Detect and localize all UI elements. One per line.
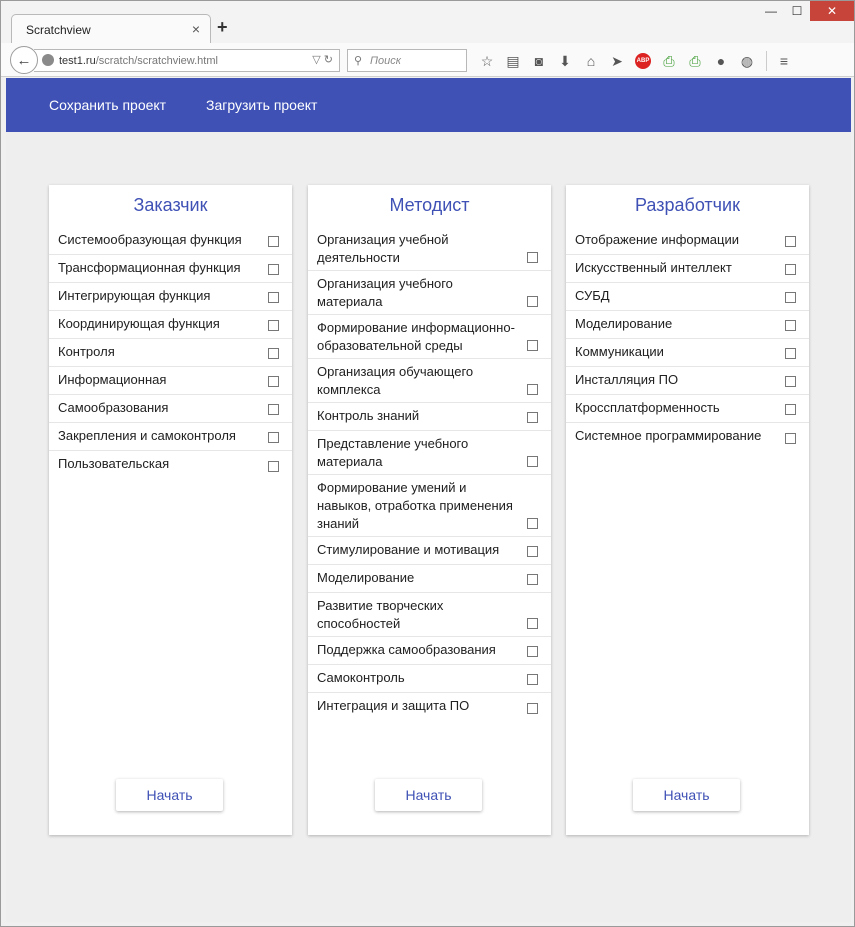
minimize-button[interactable]: — [765,4,777,18]
globe-icon [42,54,54,66]
download-icon[interactable]: ⬇ [559,52,571,69]
list-item [49,227,292,255]
checkbox[interactable] [527,703,538,714]
item-label: Пользовательская [58,456,170,471]
reading-list-icon[interactable]: ▤ [506,52,520,69]
item-label: Контроля [58,344,115,359]
card-title: Заказчик [133,195,208,215]
list-item [308,271,551,315]
list-item [566,283,809,311]
start-button[interactable]: Начать [116,779,223,811]
checkbox[interactable] [527,296,538,307]
toolbar-icons [475,49,798,73]
item-label: Координирующая функция [58,316,220,331]
checkbox[interactable] [268,404,279,415]
tab-close-icon[interactable]: × [191,21,200,37]
item-label: Моделирование [317,570,415,585]
checkbox[interactable] [527,574,538,585]
checkbox[interactable] [268,236,279,247]
item-label: Самоконтроль [317,670,405,685]
item-label: Информационная [58,372,167,387]
item-label: Организация обучающего комплекса [317,364,474,397]
card-customer [49,185,292,835]
item-label: Формирование информационно-образовательной среды [317,320,515,353]
checkbox[interactable] [527,518,538,529]
checkbox[interactable] [268,292,279,303]
list-item [308,227,551,271]
close-window-button[interactable]: ✕ [810,1,854,21]
list-item [308,475,551,537]
window-controls [758,1,854,23]
checkbox[interactable] [785,236,796,247]
list-item [49,311,292,339]
url-bar[interactable] [34,49,340,72]
checkbox[interactable] [268,461,279,472]
extension-icon[interactable]: ◍ [740,52,754,69]
start-button[interactable]: Начать [633,779,740,811]
list-item [308,431,551,475]
list-item [308,693,551,721]
checkbox[interactable] [527,618,538,629]
app-content [6,132,851,922]
list-item [49,395,292,423]
url-path: /scratch/scratchview.html [95,55,218,67]
url-text [59,55,218,67]
list-item [566,339,809,367]
checkbox[interactable] [527,646,538,657]
card-methodist [308,185,551,835]
list-item [308,315,551,359]
item-label: Кроссплатформенность [575,400,720,415]
navigation-toolbar [1,43,854,77]
back-arrow-icon: ← [16,51,32,69]
item-label: Представление учебного материала [317,436,469,469]
toolbar-separator [766,51,767,71]
checkbox[interactable] [527,384,538,395]
app-header [6,78,851,132]
checkbox[interactable] [268,264,279,275]
start-button[interactable]: Начать [375,779,482,811]
home-icon[interactable]: ⌂ [586,53,596,69]
item-label: Интегрирующая функция [58,288,211,303]
item-label: Интеграция и защита ПО [317,698,470,713]
card-title: Методист [389,195,470,215]
list-item [308,359,551,403]
load-project-button[interactable]: Загрузить проект [206,97,318,113]
item-label: Системообразующая функция [58,232,242,247]
list-item [308,637,551,665]
item-label: Формирование умений и навыков, отработка применения знаний [317,480,513,531]
item-label: Системное программирование [575,428,762,443]
checkbox[interactable] [785,404,796,415]
maximize-button[interactable]: ☐ [791,4,803,18]
item-label: Инсталляция ПО [575,372,679,387]
search-icon: ⚲ [354,55,363,67]
list-item [566,423,809,451]
list-item [308,403,551,431]
item-label: Поддержка самообразования [317,642,496,657]
chat-icon[interactable]: ● [716,53,726,69]
list-item [566,311,809,339]
checkbox[interactable] [268,348,279,359]
item-label: Трансформационная функция [58,260,241,275]
item-list [566,227,809,451]
list-item [49,423,292,451]
list-item [566,227,809,255]
checkbox[interactable] [527,252,538,263]
item-label: Самообразования [58,400,169,415]
item-label: Развитие творческих способностей [317,598,444,631]
adblock-icon[interactable] [631,49,655,73]
item-list [308,227,551,721]
item-label: Закрепления и самоконтроля [58,428,236,443]
list-item [308,565,551,593]
item-label: Моделирование [575,316,673,331]
list-item [49,451,292,479]
list-item [308,537,551,565]
item-list [49,227,292,479]
checkbox[interactable] [785,292,796,303]
reload-icon[interactable]: ▽ ↻ [312,54,333,66]
list-item [566,395,809,423]
new-tab-button[interactable]: + [217,17,228,37]
print-preview-icon[interactable]: ⎙ [689,52,701,69]
item-label: СУБД [575,288,610,303]
checkbox[interactable] [527,412,538,423]
adblock-badge: ABP [635,53,651,69]
item-label: Коммуникации [575,344,664,359]
checkbox[interactable] [268,376,279,387]
checkbox[interactable] [268,432,279,443]
item-label: Искусственный интеллект [575,260,732,275]
search-bar[interactable] [347,49,467,72]
checkbox[interactable] [785,320,796,331]
checkbox[interactable] [527,340,538,351]
card-developer [566,185,809,835]
list-item [308,665,551,693]
checkbox[interactable] [527,674,538,685]
menu-icon[interactable]: ≡ [779,53,789,69]
checkbox[interactable] [785,348,796,359]
item-label: Стимулирование и мотивация [317,542,500,557]
search-placeholder: Поиск [370,55,401,67]
checkbox[interactable] [785,433,796,444]
list-item [49,339,292,367]
checkbox[interactable] [527,456,538,467]
item-label: Контроль знаний [317,408,420,423]
checkbox[interactable] [527,546,538,557]
send-icon[interactable]: ➤ [611,52,623,69]
list-item [308,593,551,637]
checkbox[interactable] [785,264,796,275]
list-item [566,367,809,395]
list-item [49,367,292,395]
checkbox[interactable] [785,376,796,387]
tab-strip [1,1,854,43]
save-project-button[interactable]: Сохранить проект [49,97,167,113]
checkbox[interactable] [268,320,279,331]
card-title: Разработчик [635,195,740,215]
printer-icon[interactable]: ⎙ [663,52,675,69]
item-label: Организация учебного материала [317,276,453,309]
bookmark-star-icon[interactable]: ☆ [480,52,494,69]
pocket-icon[interactable]: ◙ [534,53,544,69]
browser-tab[interactable] [11,14,211,44]
back-button[interactable] [10,46,38,74]
list-item [49,255,292,283]
list-item [49,283,292,311]
item-label: Отображение информации [575,232,739,247]
tab-title: Scratchview [26,23,91,37]
url-host: test1.ru [59,55,96,67]
item-label: Организация учебной деятельности [317,232,449,265]
list-item [566,255,809,283]
